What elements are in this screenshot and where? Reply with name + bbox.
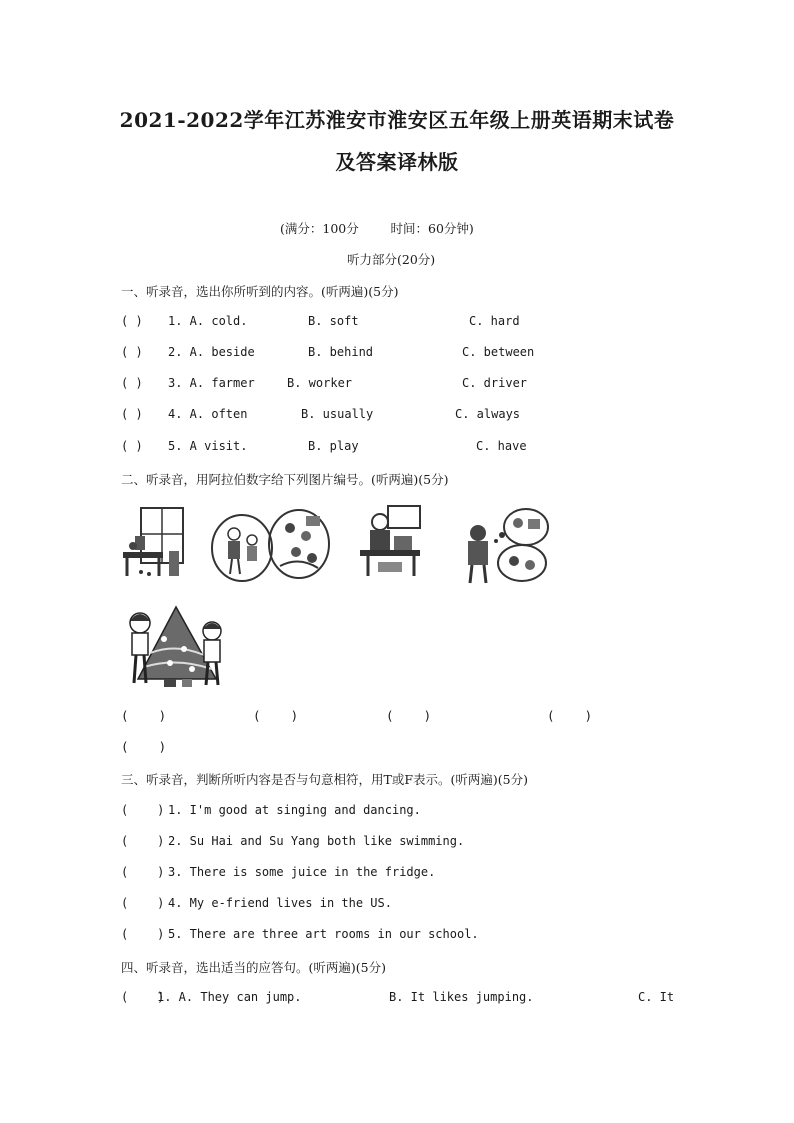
option-c: C. between [462, 345, 535, 359]
answer-blank[interactable]: ( ) [121, 439, 143, 453]
answer-blank[interactable]: ( ) [121, 345, 143, 359]
option-c: C. hard [469, 314, 520, 328]
picture-answer-blank-4[interactable]: ( ) [547, 708, 593, 723]
option-a: 3. A. farmer [168, 376, 255, 390]
option-b: B. usually [301, 407, 374, 421]
section3-heading: 三、听录音，判断所听内容是否与句意相符，用T或F表示。(听两遍)(5分) [121, 772, 528, 787]
statement-text: 2. Su Hai and Su Yang both like swimming. [168, 834, 465, 848]
answer-blank[interactable]: ( ) [121, 803, 165, 817]
option-b: B. behind [308, 345, 374, 359]
option-c: C. have [476, 439, 527, 453]
answer-blank[interactable]: ( ) [121, 990, 165, 1004]
option-b: B. play [308, 439, 359, 453]
picture-1-room [121, 506, 186, 581]
option-a: 2. A. beside [168, 345, 255, 359]
answer-blank[interactable]: ( ) [121, 896, 165, 910]
statement-text: 4. My e-friend lives in the US. [168, 896, 392, 910]
option-a: 1. A. They can jump. [157, 990, 302, 1004]
section4-heading: 四、听录音，选出适当的应答句。(听两遍)(5分) [121, 960, 386, 975]
exam-meta: (满分：100分 时间：60分钟) [280, 221, 474, 236]
option-c: C. driver [462, 376, 528, 390]
answer-blank[interactable]: ( ) [121, 376, 143, 390]
answer-blank[interactable]: ( ) [121, 314, 143, 328]
option-b: B. worker [287, 376, 353, 390]
picture-2-dream-bubbles [210, 506, 330, 584]
option-a: 1. A. cold. [168, 314, 248, 328]
answer-blank[interactable]: ( ) [121, 865, 165, 879]
statement-text: 3. There is some juice in the fridge. [168, 865, 436, 879]
statement-text: 1. I'm good at singing and dancing. [168, 803, 421, 817]
picture-4-thinking-person [460, 505, 550, 585]
option-a: 5. A visit. [168, 439, 248, 453]
document-title-line2: 及答案译林版 [335, 150, 459, 174]
option-c: C. always [455, 407, 521, 421]
option-b: B. It likes jumping. [389, 990, 534, 1004]
answer-blank[interactable]: ( ) [121, 834, 165, 848]
option-c: C. It [638, 990, 675, 1004]
picture-3-classroom [358, 504, 423, 579]
picture-answer-blank-3[interactable]: ( ) [386, 708, 432, 723]
answer-blank[interactable]: ( ) [121, 407, 143, 421]
option-a: 4. A. often [168, 407, 248, 421]
answer-blank[interactable]: ( ) [121, 927, 165, 941]
picture-5-christmas-tree [120, 603, 232, 691]
part-heading: 听力部分(20分) [347, 252, 436, 267]
section1-heading: 一、听录音，选出你所听到的内容。(听两遍)(5分) [121, 284, 399, 299]
document-title-line1: 2021-2022学年江苏淮安市淮安区五年级上册英语期末试卷 [119, 108, 675, 132]
statement-text: 5. There are three art rooms in our school. [168, 927, 479, 941]
picture-answer-blank-1[interactable]: ( ) [121, 708, 167, 723]
picture-answer-blank-5[interactable]: ( ) [121, 739, 167, 754]
section2-heading: 二、听录音，用阿拉伯数字给下列图片编号。(听两遍)(5分) [121, 472, 449, 487]
picture-answer-blank-2[interactable]: ( ) [253, 708, 299, 723]
option-b: B. soft [308, 314, 359, 328]
